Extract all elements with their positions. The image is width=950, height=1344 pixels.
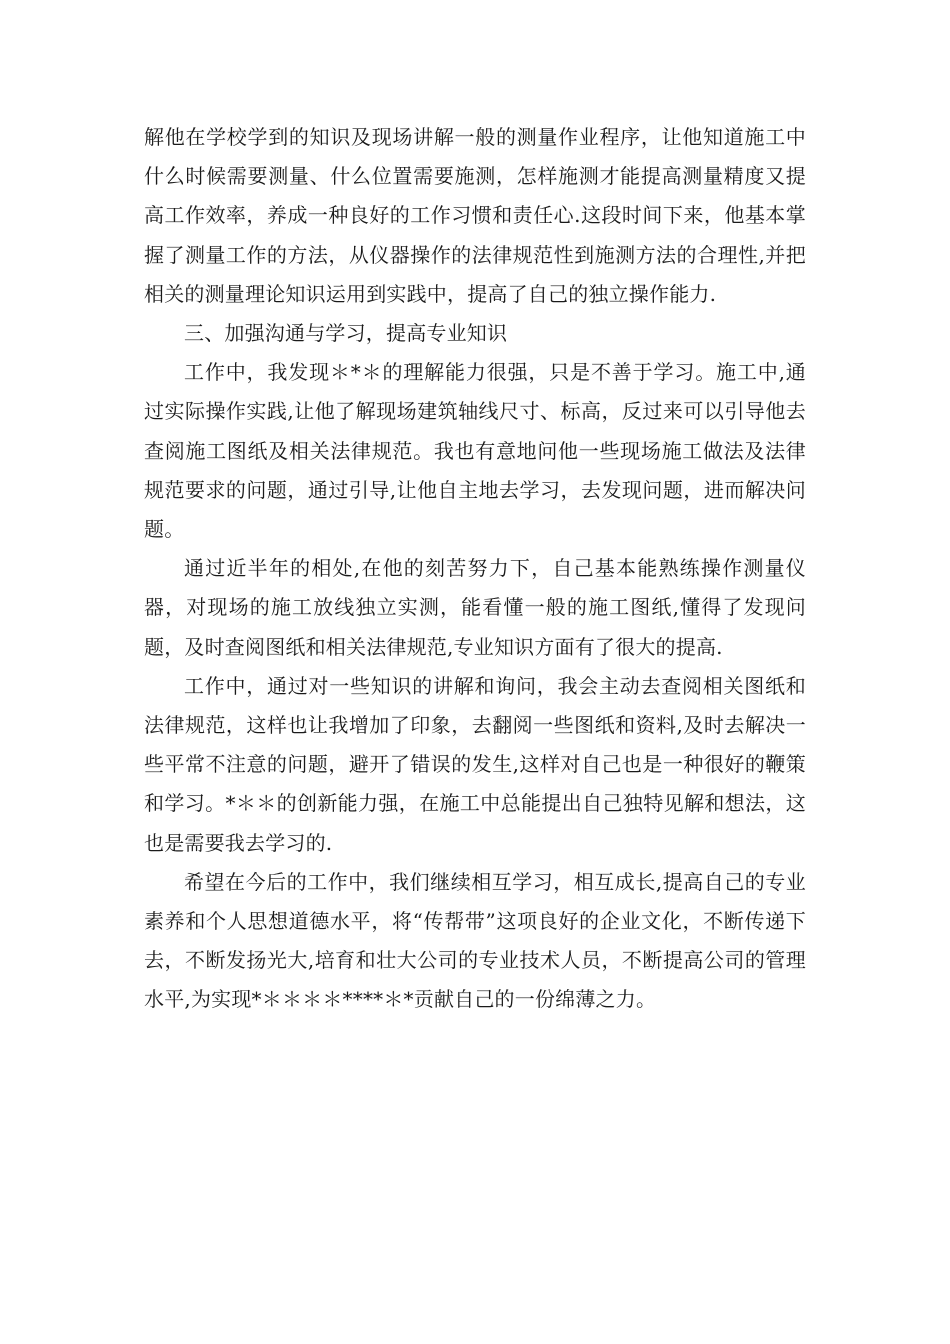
paragraph-1: 解他在学校学到的知识及现场讲解一般的测量作业程序，让他知道施工中什么时候需要测量、什么位置需要施测，怎样施测才能提高测量精度又提高工作效率，养成一种良好的工作习惯和责任心.这段时间下来，他基本掌握了测量工作的方法，从仪器操作的法律规范性到施测方法的合理性,并把相关的测量理论知识运用到实践中，提高了自己的独立操作能力. [144, 125, 806, 306]
paragraph-5: 希望在今后的工作中，我们继续相互学习，相互成长,提高自己的专业素养和个人思想道德水平，将“传帮带”这项良好的企业文化，不断传递下去，不断发扬光大,培育和壮大公司的专业技术人员，不断提高公司的管理水平,为实现*＊＊＊＊****＊*贡献自己的一份绵薄之力。 [144, 869, 806, 1012]
section-heading: 三、加强沟通与学习，提高专业知识 [184, 321, 508, 346]
paragraph-4: 工作中，通过对一些知识的讲解和询问，我会主动去查阅相关图纸和法律规范，这样也让我增加了印象，去翻阅一些图纸和资料,及时去解决一些平常不注意的问题，避开了错误的发生,这样对自己也是一种很好的鞭策和学习。*＊＊的创新能力强，在施工中总能提出自己独特见解和想法，这也是需要我去学习的. [144, 673, 806, 855]
paragraph-3: 通过近半年的相处,在他的刻苦努力下，自己基本能熟练操作测量仪器，对现场的施工放线独立实测，能看懂一般的施工图纸,懂得了发现问题，及时查阅图纸和相关法律规范,专业知识方面有了很大的提高. [144, 556, 806, 659]
paragraph-2: 工作中，我发现＊*＊的理解能力很强，只是不善于学习。施工中,通过实际操作实践,让他了解现场建筑轴线尺寸、标高，反过来可以引导他去查阅施工图纸及相关法律规范。我也有意地问他一些现场施工做法及法律规范要求的问题，通过引导,让他自主地去学习，去发现问题，进而解决问题。 [144, 360, 806, 542]
document-body [144, 118, 806, 1020]
